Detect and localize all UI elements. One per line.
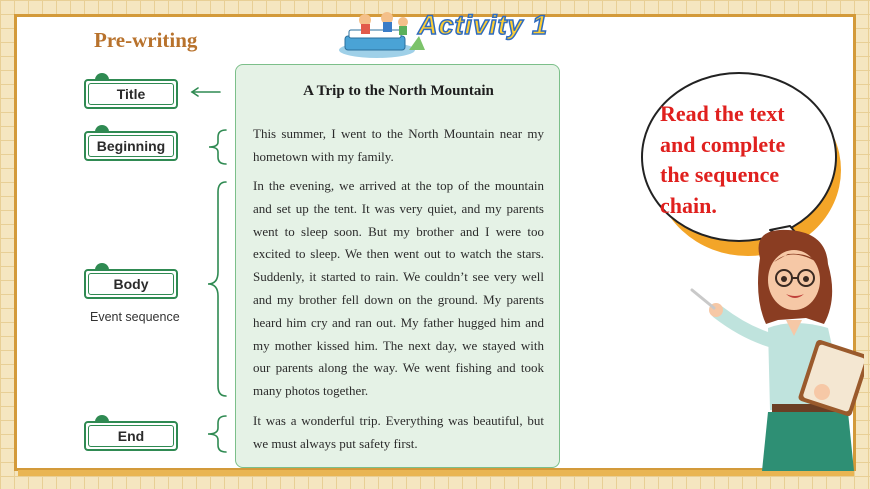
teacher-illustration	[688, 228, 864, 471]
story-end: It was a wonderful trip. Everything was beautiful, but we must always put safety first.	[253, 413, 544, 451]
label-end-text: End	[117, 428, 145, 444]
label-beginning-text: Beginning	[96, 138, 166, 154]
story-title: A Trip to the North Mountain	[303, 83, 494, 99]
label-body-text: Body	[113, 276, 149, 292]
instruction-text: Read the text and complete the sequence chain.	[660, 101, 786, 218]
activity-label: Activity 1	[418, 10, 549, 40]
section-title: Pre-writing	[94, 28, 198, 52]
body-subtitle: Event sequence	[90, 310, 180, 324]
label-title-text: Title	[116, 86, 146, 102]
story-body: In the evening, we arrived at the top of the mountain and set up the tent. It was very quiet, and my parents went to sleep soon. But my brother and I were too excited to sleep. We then went out to watch the stars. Suddenly, it started to rain. We couldn’t see very well and my brother fell down on the ground. My parents heard him cry and ran out. My father hugged him and my mother kissed him. The next day, we stayed with our parents along the way. We went fishing and took many photos together.	[253, 178, 544, 399]
story-beginning: This summer, I went to the North Mountain near my hometown with my family.	[253, 126, 544, 164]
